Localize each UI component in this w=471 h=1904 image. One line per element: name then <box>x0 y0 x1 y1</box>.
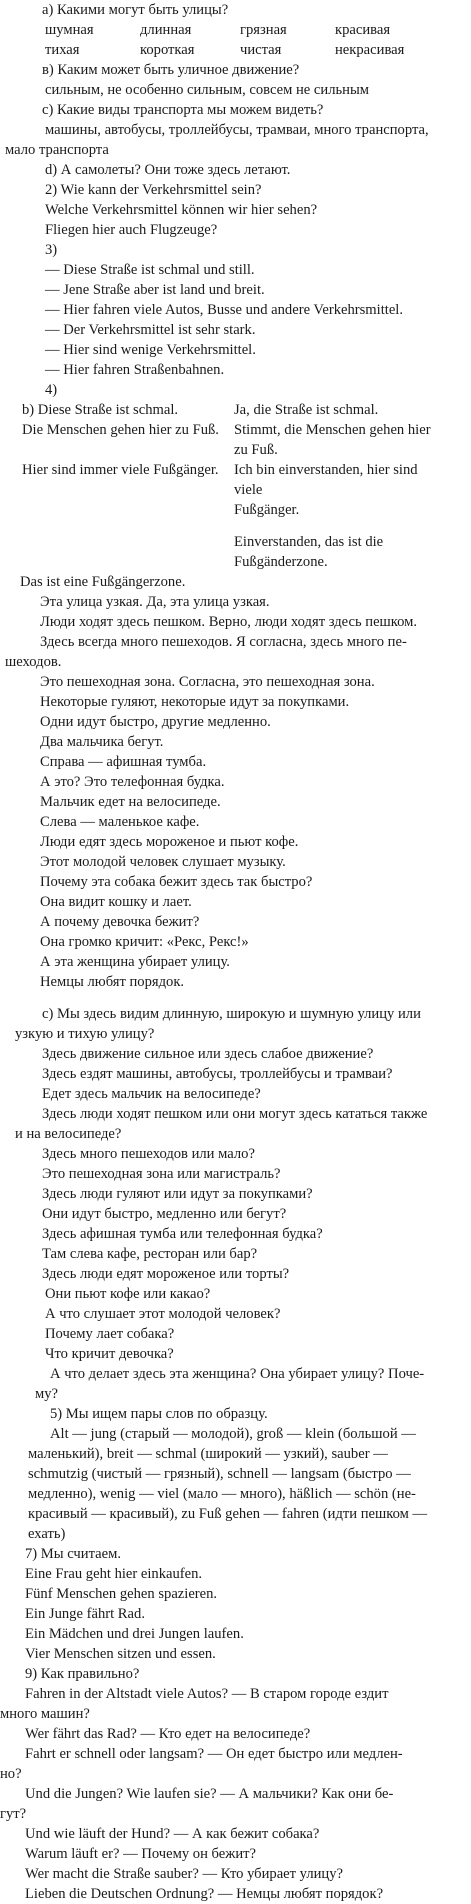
ru-line: Здесь всегда много пешеходов. Я согласна, здесь много пе- <box>40 634 407 650</box>
ex2-line-2: Welche Verkehrsmittel können wir hier sehen? <box>45 202 318 218</box>
c2-line: Здесь движение сильное или здесь слабое движение? <box>42 1046 374 1062</box>
ex4-right-3a: Ich bin einverstanden, hier sind <box>234 462 418 478</box>
ex7-line: Ein Mädchen und drei Jungen laufen. <box>25 1626 244 1642</box>
ex7-line: 7) Мы считаем. <box>25 1546 121 1562</box>
ex5-line: маленький), breit — schmal (широкий — узкий), sauber — <box>28 1446 388 1462</box>
ex4-right-2a: Stimmt, die Menschen gehen hier <box>234 422 431 438</box>
ex4-dialogue <box>0 400 471 572</box>
ex9-line: Fahren in der Altstadt viele Autos? — В старом городе ездит <box>25 1686 389 1702</box>
word-row-2 <box>0 40 471 60</box>
ru-line: Она видит кошку и лает. <box>40 894 192 910</box>
ex2-line-3: Fliegen hier auch Flugzeuge? <box>45 222 218 238</box>
ru-line: Одни идут быстро, другие медленно. <box>40 714 271 730</box>
answer-traffic: сильным, не особенно сильным, совсем не сильным <box>45 82 369 98</box>
c2-line: Здесь ездят машины, автобусы, троллейбусы и трамваи? <box>42 1066 393 1082</box>
ru-line: А эта женщина убирает улицу. <box>40 954 230 970</box>
ex4-left-2: Die Menschen gehen hier zu Fuß. <box>22 422 219 438</box>
ru-line: Это пешеходная зона. Согласна, это пешеходная зона. <box>40 674 375 690</box>
ru-line: Слева — маленькое кафе. <box>40 814 200 830</box>
spacer <box>0 520 471 532</box>
ex3-item: — Hier sind wenige Verkehrsmittel. <box>45 342 256 358</box>
ex9-line: Wer macht die Straße sauber? — Кто убирает улицу? <box>25 1866 344 1882</box>
ex4-right-4a: Einverstanden, das ist die <box>234 534 384 550</box>
ex4-right-2b: zu Fuß. <box>234 442 278 458</box>
ru-line: Мальчик едет на велосипеде. <box>40 794 221 810</box>
c2-line: Здесь люди едят мороженое или торты? <box>42 1266 290 1282</box>
word: красивая <box>335 22 391 38</box>
c2-line: Почему лает собака? <box>45 1326 175 1342</box>
ex9-line: Und die Jungen? Wie laufen sie? — А мальчики? Как они бе- <box>25 1786 394 1802</box>
answer-transport-2: мало транспорта <box>5 142 109 158</box>
ex5-line: schmutzig (чистый — грязный), schnell — langsam (быстро — <box>28 1466 411 1482</box>
ex3-item: — Diese Straße ist schmal und still. <box>45 262 255 278</box>
ex4-right-1: Ja, die Straße ist schmal. <box>234 402 379 418</box>
ex3-item: — Hier fahren viele Autos, Busse und andere Verkehrsmittel. <box>45 302 403 318</box>
ex4-left-empty <box>0 500 232 520</box>
ex4-left-empty <box>0 440 232 460</box>
question-streets: а) Какими могут быть улицы? <box>42 2 229 18</box>
ex4-left-1: b) Diese Straße ist schmal. <box>22 402 179 418</box>
ex4-left-empty <box>0 532 232 552</box>
ex5-line: ехать) <box>28 1526 66 1542</box>
ex9-line: Fahrt er schnell oder langsam? — Он едет быстро или медлен- <box>25 1746 403 1762</box>
word-row-1 <box>0 20 471 40</box>
ex4-left-5: Das ist eine Fußgängerzone. <box>20 574 186 590</box>
ex7-line: Eine Frau geht hier einkaufen. <box>25 1566 203 1582</box>
c2-line: Здесь много пешеходов или мало? <box>42 1146 255 1162</box>
word: чистая <box>240 42 282 58</box>
ex3-item: — Hier fahren Straßenbahnen. <box>45 362 225 378</box>
word: тихая <box>45 42 80 58</box>
ru-line: Два мальчика бегут. <box>40 734 164 750</box>
c2-line: Едет здесь мальчик на велосипеде? <box>42 1086 261 1102</box>
c2-line: и на велосипеде? <box>15 1126 122 1142</box>
ex9-line: Lieben die Deutschen Ordnung? — Немцы любят порядок? <box>25 1886 384 1902</box>
ru-line: Некоторые гуляют, некоторые идут за покупками. <box>40 694 350 710</box>
question-traffic: в) Каким может быть уличное движение? <box>42 62 300 78</box>
ex9-line: 9) Как правильно? <box>25 1666 140 1682</box>
c2-line: А что слушает этот молодой человек? <box>45 1306 281 1322</box>
ex7-line: Fünf Menschen gehen spazieren. <box>25 1586 218 1602</box>
ex9-line: Und wie läuft der Hund? — А как бежит собака? <box>25 1826 320 1842</box>
ex4-left-empty <box>0 552 232 572</box>
ru-line: Справа — афишная тумба. <box>40 754 207 770</box>
ex5-line: медленно), wenig — viel (мало — много), häßlich — schön (не- <box>28 1486 416 1502</box>
c2-line: му? <box>35 1386 59 1402</box>
c2-line: Они идут быстро, медленно или бегут? <box>42 1206 287 1222</box>
c2-line: А что делает здесь эта женщина? Она убирает улицу? Поче- <box>50 1366 425 1382</box>
ex9-line: много машин? <box>0 1706 90 1722</box>
ex5-line: красивый — красивый), zu Fuß gehen — fahren (идти пешком — <box>28 1506 428 1522</box>
ex4-left-empty <box>0 480 232 500</box>
ex4-right-3b: viele <box>234 482 263 498</box>
ex9-line: Wer fährt das Rad? — Кто едет на велосипеде? <box>25 1726 311 1742</box>
ex2-line-1: 2) Wie kann der Verkehrsmittel sein? <box>45 182 262 198</box>
ex3-item: — Jene Straße aber ist land und breit. <box>45 282 265 298</box>
question-transport: с) Какие виды транспорта мы можем видеть? <box>42 102 324 118</box>
question-planes: d) А самолеты? Они тоже здесь летают. <box>45 162 291 178</box>
c2-line: с) Мы здесь видим длинную, широкую и шумную улицу или <box>42 1006 421 1022</box>
c2-line: Что кричит девочка? <box>45 1346 174 1362</box>
answer-transport-1: машины, автобусы, троллейбусы, трамваи, много транспорта, <box>45 122 429 138</box>
c2-line: Здесь люди гуляют или идут за покупками? <box>42 1186 313 1202</box>
ex5-line: Alt — jung (старый — молодой), groß — klein (большой — <box>50 1426 416 1442</box>
ex7-line: Ein Junge fährt Rad. <box>25 1606 145 1622</box>
word: длинная <box>140 22 192 38</box>
c2-line: Они пьют кофе или какао? <box>45 1286 211 1302</box>
ex9-line: гут? <box>0 1806 27 1822</box>
c2-line: Здесь афишная тумба или телефонная будка? <box>42 1226 323 1242</box>
ru-line: Этот молодой человек слушает музыку. <box>40 854 286 870</box>
word: некрасивая <box>335 42 405 58</box>
c2-line: Там слева кафе, ресторан или бар? <box>42 1246 258 1262</box>
ex4-right-3c: Fußgänger. <box>234 502 300 518</box>
ru-line: А это? Это телефонная будка. <box>40 774 225 790</box>
ru-line: Люди едят здесь мороженое и пьют кофе. <box>40 834 299 850</box>
ru-line: Она громко кричит: «Рекс, Рекс!» <box>40 934 249 950</box>
ex4-left-3: Hier sind immer viele Fußgänger. <box>22 462 219 478</box>
ex4-right-4b: Fußgänderzone. <box>234 554 328 570</box>
ru-line: А почему девочка бежит? <box>40 914 200 930</box>
ex9-line: но? <box>0 1766 22 1782</box>
ru-line: Люди ходят здесь пешком. Верно, люди ходят здесь пешком. <box>40 614 418 630</box>
c2-line: Это пешеходная зона или магистраль? <box>42 1166 281 1182</box>
ru-line: Немцы любят порядок. <box>40 974 185 990</box>
ex9-line: Warum läuft er? — Почему он бежит? <box>25 1846 257 1862</box>
ex3-item: — Der Verkehrsmittel ist sehr stark. <box>45 322 256 338</box>
word: короткая <box>140 42 195 58</box>
c2-line: Здесь люди ходят пешком или они могут здесь кататься также <box>42 1106 428 1122</box>
c2-line: узкую и тихую улицу? <box>15 1026 155 1042</box>
spacer <box>0 992 471 1004</box>
ex3-number: 3) <box>45 242 58 258</box>
ex7-line: Vier Menschen sitzen und essen. <box>25 1646 216 1662</box>
word: шумная <box>45 22 94 38</box>
word: грязная <box>240 22 287 38</box>
ru-line: Почему эта собака бежит здесь так быстро? <box>40 874 313 890</box>
ru-line: Эта улица узкая. Да, эта улица узкая. <box>40 594 270 610</box>
ru-line: шеходов. <box>5 654 62 670</box>
ex5-line: 5) Мы ищем пары слов по образцу. <box>50 1406 268 1422</box>
ex4-number: 4) <box>45 382 58 398</box>
